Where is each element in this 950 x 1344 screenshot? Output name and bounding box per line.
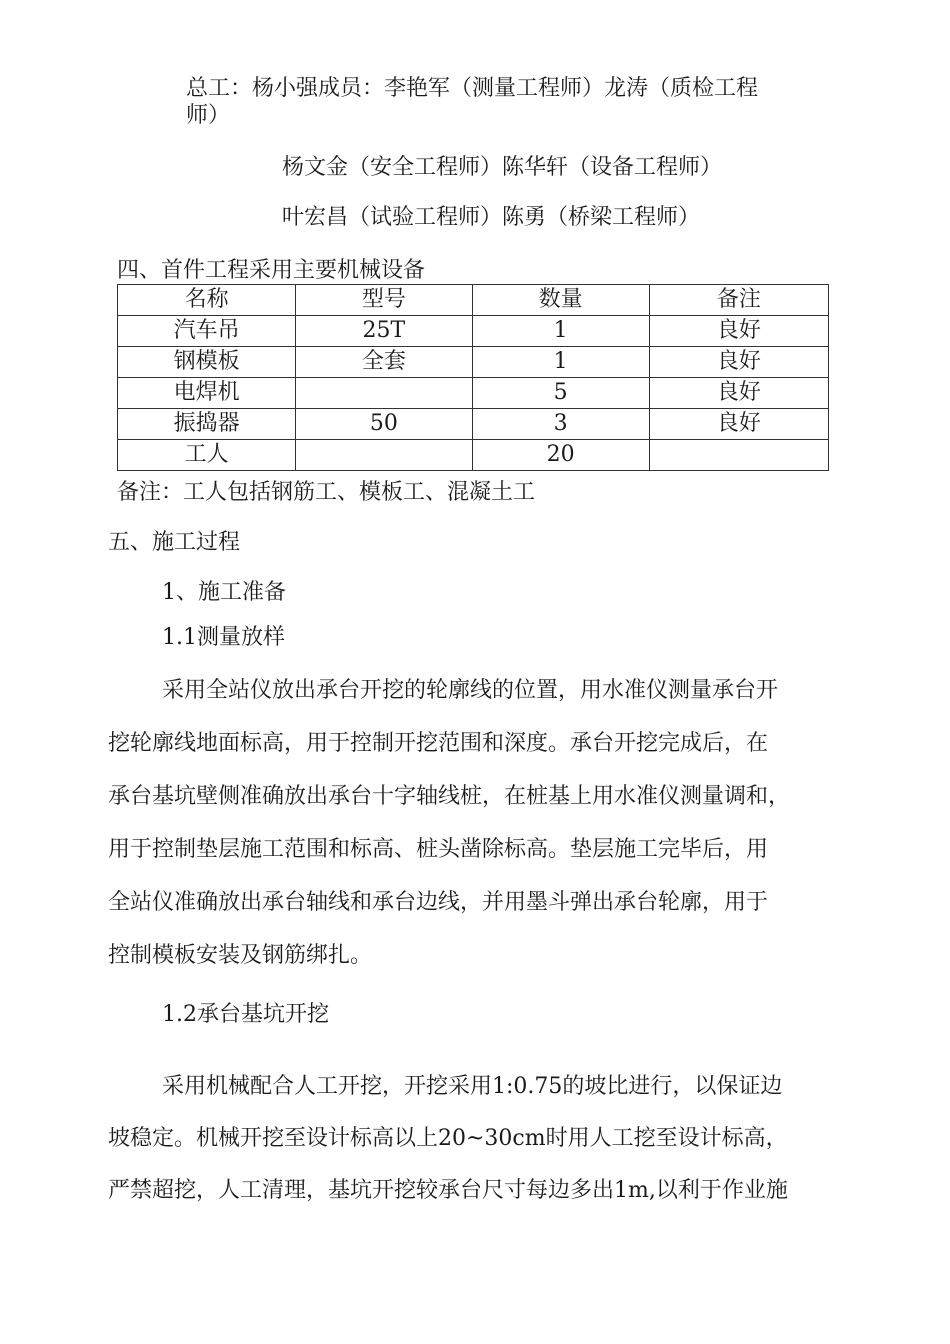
table-header-row [118,285,829,316]
cell-model: 全套 [296,347,472,378]
paragraph-1-line: 挖轮廓线地面标高，用于控制开挖范围和深度。承台开挖完成后，在 [108,731,769,756]
cell-model [296,378,472,409]
table-row [118,440,829,471]
cell-name: 振捣器 [118,409,296,440]
cell-name: 钢模板 [118,347,296,378]
subsection-1-1-title: 1.1测量放样 [162,625,285,650]
header-quantity: 数量 [472,285,649,316]
team-line-3: 叶宏昌（试验工程师）陈勇（桥梁工程师） [282,205,701,230]
paragraph-2-line: 严禁超挖，人工清理，基坑开挖较承台尺寸每边多出1m,以利于作业施 [108,1178,788,1203]
table-row [118,316,829,347]
section4-title: 四、首件工程采用主要机械设备 [117,258,426,283]
paragraph-1-line: 采用全站仪放出承台开挖的轮廓线的位置，用水准仪测量承台开 [162,678,779,703]
cell-name: 电焊机 [118,378,296,409]
team-line-2: 杨文金（安全工程师）陈华轩（设备工程师） [282,155,723,180]
cell-quantity: 5 [472,378,649,409]
section5-title: 五、施工过程 [108,530,241,555]
cell-name: 工人 [118,440,296,471]
cell-remark: 良好 [649,409,828,440]
paragraph-2-line: 坡稳定。机械开挖至设计标高以上20~30cm时用人工挖至设计标高， [108,1126,788,1151]
cell-model: 50 [296,409,472,440]
table-note: 备注：工人包括钢筋工、模板工、混凝土工 [117,480,536,505]
cell-remark [649,440,828,471]
paragraph-1-line: 全站仪准确放出承台轴线和承台边线，并用墨斗弹出承台轮廓，用于 [108,890,769,915]
cell-model: 25T [296,316,472,347]
cell-quantity: 3 [472,409,649,440]
paragraph-2-line: 采用机械配合人工开挖，开挖采用1:0.75的坡比进行，以保证边 [162,1074,783,1099]
equipment-table [117,284,829,471]
subsection-1-title: 1、施工准备 [162,580,286,605]
paragraph-1-line: 承台基坑壁侧准确放出承台十字轴线桩，在桩基上用水准仪测量调和， [108,784,791,809]
paragraph-1-line: 控制模板安装及钢筋绑扎。 [108,943,373,968]
cell-remark: 良好 [649,347,828,378]
table-row [118,378,829,409]
team-line-1-wrap: 师） [186,103,231,128]
cell-remark: 良好 [649,316,828,347]
subsection-1-2-title: 1.2承台基坑开挖 [162,1002,329,1027]
cell-quantity: 1 [472,347,649,378]
cell-model [296,440,472,471]
table-row [118,409,829,440]
header-model: 型号 [296,285,472,316]
cell-remark: 良好 [649,378,828,409]
cell-name: 汽车吊 [118,316,296,347]
team-line-1: 总工：杨小强成员：李艳军（测量工程师）龙涛（质检工程 [186,76,759,101]
paragraph-1-line: 用于控制垫层施工范围和标高、桩头凿除标高。垫层施工完毕后，用 [108,837,769,862]
header-remark: 备注 [649,285,828,316]
cell-quantity: 20 [472,440,649,471]
cell-quantity: 1 [472,316,649,347]
header-name: 名称 [118,285,296,316]
table-row [118,347,829,378]
